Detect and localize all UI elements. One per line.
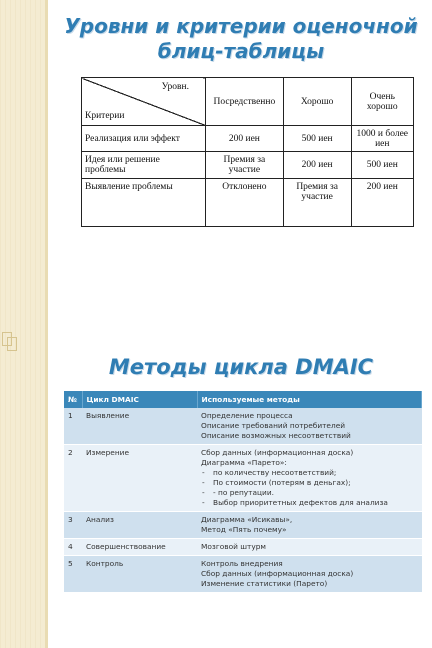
column-header-methods: Используемые методы xyxy=(197,391,422,408)
table-row xyxy=(64,539,422,556)
method-bullet-item: - По стоимости (потерям в деньгах); xyxy=(201,478,418,488)
criterion-cell: Выявление проблемы xyxy=(82,178,206,227)
value-cell: 200 иен xyxy=(283,152,351,178)
slide-title: Методы цикла DMAIC xyxy=(108,355,374,379)
title-line-1: Уровни и критерии оценочной xyxy=(64,14,418,38)
value-cell: Отклонено xyxy=(206,178,284,227)
slide-title xyxy=(60,14,422,64)
table-row xyxy=(82,178,414,227)
criterion-cell: Реализация или эффект xyxy=(82,126,206,152)
dmaic-table xyxy=(64,391,422,593)
method-item: Изменение статистики (Парето) xyxy=(201,579,328,588)
row-number: 1 xyxy=(64,408,82,445)
method-item: Контроль внедрения xyxy=(201,559,283,568)
row-number: 4 xyxy=(64,539,82,556)
method-item: Сбор данных (информационная доска) xyxy=(201,569,354,578)
value-cell: 200 иен xyxy=(206,126,284,152)
slide-side-band xyxy=(0,0,46,324)
side-band-edge xyxy=(45,324,48,648)
method-item: Метод «Пять почему» xyxy=(201,525,287,534)
table-row xyxy=(82,152,414,178)
value-cell: 500 иен xyxy=(283,126,351,152)
table-row xyxy=(64,445,422,512)
stage-cell: Выявление xyxy=(82,408,197,445)
method-item: Определение процесса xyxy=(201,411,293,420)
dmaic-table-body xyxy=(64,408,422,593)
stage-cell: Контроль xyxy=(82,556,197,593)
method-item: Описание требований потребителей xyxy=(201,421,346,430)
value-cell: 200 иен xyxy=(351,178,413,227)
methods-cell xyxy=(197,408,422,445)
row-number: 2 xyxy=(64,445,82,512)
table-row xyxy=(82,126,414,152)
value-cell: Премия за участие xyxy=(283,178,351,227)
dmaic-header-row xyxy=(64,391,422,408)
method-bullet-item: - Выбор приоритетных дефектов для анализа xyxy=(201,498,418,508)
table-row xyxy=(64,556,422,593)
method-bullet-item: - - по репутации. xyxy=(201,488,418,498)
title-line-2: блиц-таблицы xyxy=(157,39,325,63)
criteria-corner-label: Критерии xyxy=(85,111,125,121)
value-cell: 1000 и более иен xyxy=(351,126,413,152)
slide-dmaic xyxy=(0,324,432,648)
methods-cell xyxy=(197,445,422,512)
stage-cell: Измерение xyxy=(82,445,197,512)
stage-cell: Анализ xyxy=(82,512,197,539)
column-header-stage: Цикл DMAIC xyxy=(82,391,197,408)
criteria-header-row xyxy=(82,78,414,126)
method-item: Диаграмма «Исикавы», xyxy=(201,515,293,524)
method-bullet-item: - по количеству несоответствий; xyxy=(201,468,418,478)
methods-cell xyxy=(197,556,422,593)
value-cell: 500 иен xyxy=(351,152,413,178)
method-item: Описание возможных несоответствий xyxy=(201,431,351,440)
criterion-cell: Идея или решение проблемы xyxy=(82,152,206,178)
slide-corner-mark xyxy=(2,332,18,352)
value-cell: Премия за участие xyxy=(206,152,284,178)
stage-cell: Совершенствование xyxy=(82,539,197,556)
row-number: 3 xyxy=(64,512,82,539)
diagonal-header-cell xyxy=(82,78,206,126)
levels-corner-label: Уровн. xyxy=(161,82,189,92)
table-row xyxy=(64,408,422,445)
level-header: Очень хорошо xyxy=(351,78,413,126)
slide-side-band xyxy=(0,324,46,648)
methods-cell xyxy=(197,539,422,556)
row-number: 5 xyxy=(64,556,82,593)
method-item: Мозговой штурм xyxy=(201,542,266,551)
column-header-number: № xyxy=(64,391,82,408)
method-item: Сбор данных (информационная доска) xyxy=(201,448,354,457)
level-header: Посредственно xyxy=(206,78,284,126)
side-band-edge xyxy=(45,0,48,324)
criteria-table xyxy=(81,77,414,227)
methods-cell xyxy=(197,512,422,539)
method-item: Диаграмма «Парето»: xyxy=(201,458,287,467)
table-row xyxy=(64,512,422,539)
level-header: Хорошо xyxy=(283,78,351,126)
